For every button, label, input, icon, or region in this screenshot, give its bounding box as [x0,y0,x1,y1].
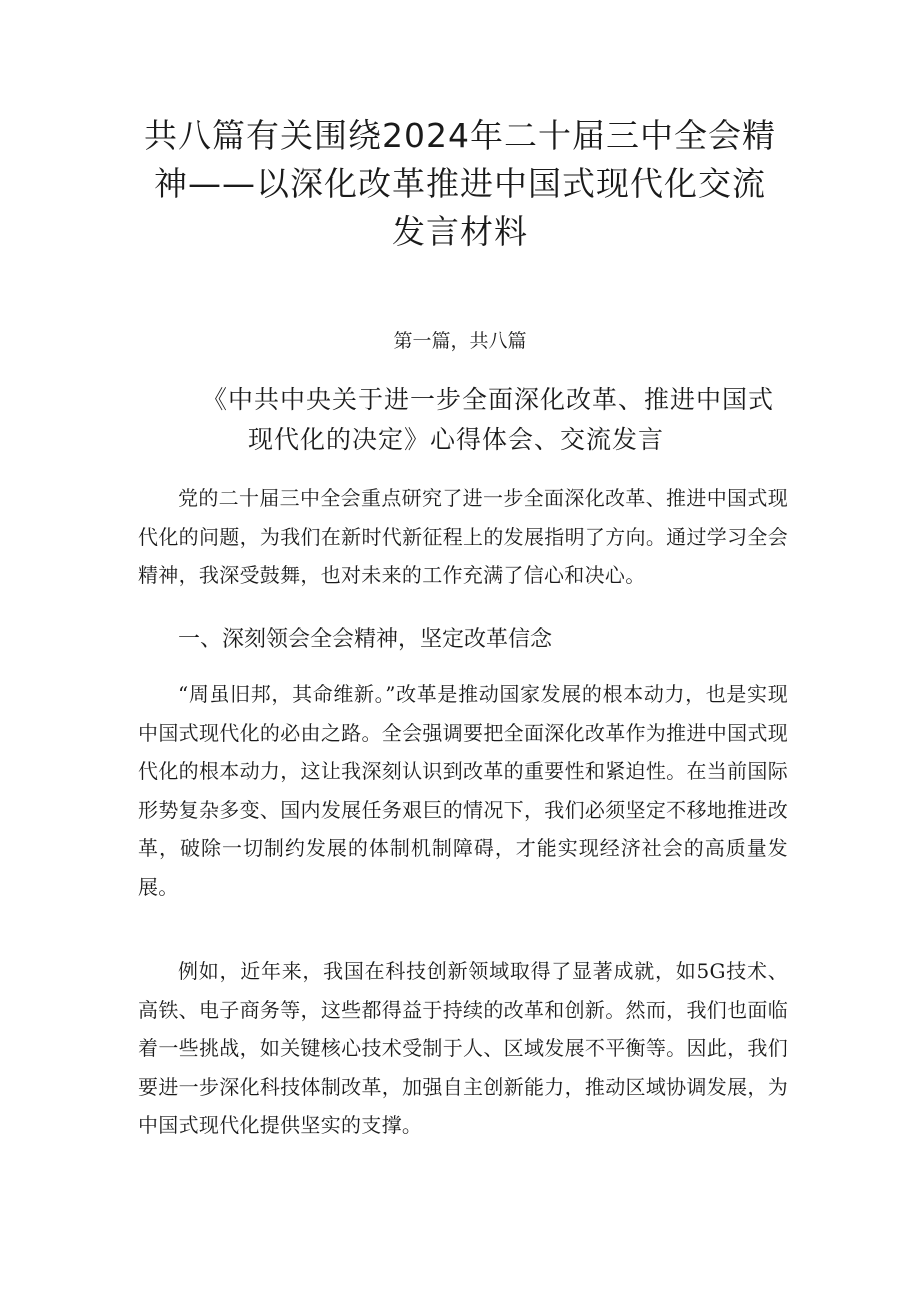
subtitle-line-1: 《中共中央关于进一步全面深化改革、推进中国式 [202,385,775,414]
title-line-2: 神——以深化改革推进中国式现代化交流 [154,164,766,203]
section-heading: 一、深刻领会全会精神，坚定改革信念 [178,627,553,652]
title-line-1: 共八篇有关围绕2024年二十届三中全会精 [144,116,776,155]
paragraph-example: 例如，近年来，我国在科技创新领域取得了显著成就，如5G技术、高铁、电子商务等，这些都得益于持续的改革和创新。然而，我们也面临着一些挑战，如关键核心技术受制于人、区域发展不平衡等。因此，我们要进一步深化科技体制改革，加强自主创新能力，推动区域协调发展，为中国式现代化提供坚实的支撑。 [138,959,788,1137]
chapter-label: 第一篇，共八篇 [393,330,527,352]
paragraph-intro: 党的二十届三中全会重点研究了进一步全面深化改革、推进中国式现代化的问题，为我们在新时代新征程上的发展指明了方向。通过学习全会精神，我深受鼓舞，也对未来的工作充满了信心和决心。 [138,486,788,587]
document-title [120,112,800,256]
paragraph-reform: “周虽旧邦，其命维新。”改革是推动国家发展的根本动力，也是实现中国式现代化的必由之路。全会强调要把全面深化改革作为推进中国式现代化的根本动力，这让我深刻认识到改革的重要性和紧迫性。在当前国际形势复杂多变、国内发展任务艰巨的情况下，我们必须坚定不移地推进改革，破除一切制约发展的体制机制障碍，才能实现经济社会的高质量发展。 [138,682,788,899]
subtitle [140,380,800,460]
title-line-3: 发言材料 [392,212,528,251]
subtitle-line-2: 现代化的决定》心得体会、交流发言 [248,425,665,454]
